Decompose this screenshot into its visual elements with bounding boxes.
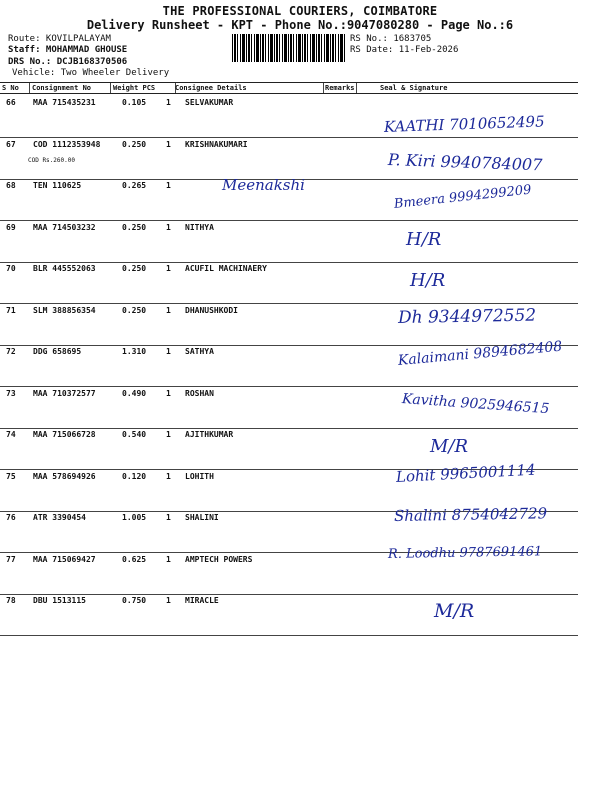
col-header-remarks: Remarks [325,84,355,92]
consignment-number: DDG 658695 [33,347,82,356]
consignee-name: KRISHNAKUMARI [185,140,248,149]
pieces-count: 1 [166,306,171,315]
consignee-name: ROSHAN [185,389,214,398]
weight-value: 1.310 [122,347,147,356]
pieces-count: 1 [166,223,171,232]
table-row [0,304,578,346]
weight-value: 0.250 [122,264,147,273]
table-row [0,594,578,636]
pieces-count: 1 [166,98,171,107]
col-divider [110,83,111,93]
serial-number: 67 [6,140,16,149]
weight-value: 0.540 [122,430,147,439]
consignment-number: MAA 715066728 [33,430,96,439]
table-row [0,138,578,180]
serial-number: 75 [6,472,16,481]
col-divider [356,83,357,93]
handwritten-signature: H/R [410,270,446,291]
consignee-name: LOHITH [185,472,214,481]
weight-value: 0.265 [122,181,147,190]
table-row [0,221,578,263]
consignment-number: SLM 388856354 [33,306,96,315]
table-row [0,544,578,595]
consignee-name: AJITHKUMAR [185,430,234,439]
serial-number: 74 [6,430,16,439]
pieces-count: 1 [166,181,171,190]
weight-value: 0.250 [122,140,147,149]
pieces-count: 1 [166,472,171,481]
weight-value: 0.750 [122,596,147,605]
table-row [0,387,578,429]
serial-number: 70 [6,264,16,273]
consignment-number: MAA 715435231 [33,98,96,107]
serial-number: 76 [6,513,16,522]
consignment-number: MAA 714503232 [33,223,96,232]
consignment-number: BLR 445552063 [33,264,96,273]
col-divider [29,83,30,93]
handwritten-signature: Shalini 8754042729 [393,504,548,525]
runsheet-subtitle: Delivery Runsheet - KPT - Phone No.:9047080280 - Page No.:6 [86,18,514,32]
header-top-rule [0,82,578,83]
consignee-name: SHALINI [185,513,219,522]
pieces-count: 1 [166,389,171,398]
weight-value: 1.005 [122,513,147,522]
handwritten-signature: P. Kiri 9940784007 [387,150,543,175]
consignee-name: MIRACLE [185,596,219,605]
pieces-count: 1 [166,430,171,439]
serial-number: 71 [6,306,16,315]
consignee-name: SELVAKUMAR [185,98,234,107]
consignee-name: DHANUSHKODI [185,306,238,315]
header-bottom-rule [0,93,578,94]
serial-number: 72 [6,347,16,356]
consignment-number: TEN 110625 [33,181,82,190]
pieces-count: 1 [166,347,171,356]
consignee-name: ACUFIL MACHINAERY [185,264,267,273]
table-row [0,262,578,304]
weight-value: 0.490 [122,389,147,398]
rs-date: RS Date: 11-Feb-2026 [350,45,459,55]
consignee-name: SATHYA [185,347,214,356]
rs-number: RS No.: 1683705 [350,34,432,44]
consignment-number: MAA 715069427 [33,555,96,564]
serial-number: 69 [6,223,16,232]
row-rule [0,635,578,636]
weight-value: 0.105 [122,98,147,107]
serial-number: 73 [6,389,16,398]
handwritten-signature: R. Loodhu 9787691461 [387,544,543,562]
consignee-name: NITHYA [185,223,214,232]
handwritten-signature: Kavitha 9025946515 [401,391,550,418]
weight-value: 0.625 [122,555,147,564]
col-header-seal-signature: Seal & Signature [380,84,448,92]
cod-amount: COD Rs.260.00 [28,157,75,164]
col-header-weight-pcs: Weight PCS [113,84,156,92]
consignment-number: ATR 3390454 [33,513,86,522]
handwritten-signature: Lohit 9965001114 [395,460,536,486]
handwritten-signature: KAATHI 7010652495 [383,112,545,136]
company-title: THE PROFESSIONAL COURIERS, COIMBATORE [162,4,438,18]
consignment-number: MAA 578694926 [33,472,96,481]
consignment-number: DBU 1513115 [33,596,86,605]
consignment-number: MAA 710372577 [33,389,96,398]
vehicle-label: Vehicle: Two Wheeler Delivery [12,68,170,78]
pieces-count: 1 [166,596,171,605]
col-divider [323,83,324,93]
handwritten-consignee-name: Meenakshi [222,176,305,194]
weight-value: 0.120 [122,472,147,481]
serial-number: 66 [6,98,16,107]
pieces-count: 1 [166,264,171,273]
barcode-image [232,34,346,62]
drs-number: DRS No.: DCJB168370506 [8,57,128,67]
col-header-consignment: Consignment No [32,84,92,92]
handwritten-signature: M/R [434,600,475,622]
weight-value: 0.250 [122,306,147,315]
route-label: Route: KOVILPALAYAM [8,34,111,44]
table-row [0,338,578,387]
weight-value: 0.250 [122,223,147,232]
handwritten-signature: Bmeera 9994299209 [393,182,533,212]
serial-number: 68 [6,181,16,190]
consignee-name: AMPTECH POWERS [185,555,253,564]
handwritten-signature: Kalaimani 9894682408 [397,338,563,369]
handwritten-signature: H/R [406,229,442,250]
pieces-count: 1 [166,513,171,522]
consignment-number: COD 1112353948 [33,140,101,149]
col-header-consignee: Consignee Details [175,84,247,92]
col-header-sno: S No [2,84,19,92]
pieces-count: 1 [166,555,171,564]
handwritten-signature: M/R [430,436,469,457]
table-row [0,96,578,138]
pieces-count: 1 [166,140,171,149]
staff-label: Staff: MOHAMMAD GHOUSE [8,45,128,55]
serial-number: 78 [6,596,16,605]
handwritten-signature: Dh 9344972552 [397,305,537,328]
serial-number: 77 [6,555,16,564]
